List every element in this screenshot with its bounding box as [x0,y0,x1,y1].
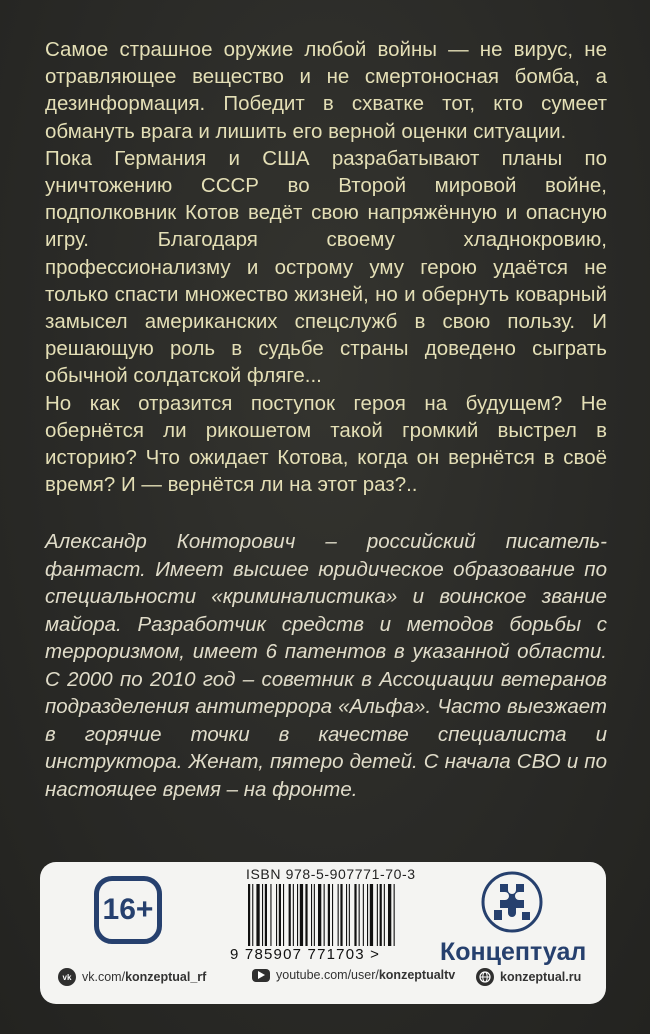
barcode-bar [305,884,307,946]
barcode-bar [363,884,364,946]
barcode-bar [354,884,356,946]
barcode-bar [311,884,312,946]
barcode-bar [384,884,385,946]
barcode-bar [328,884,330,946]
barcode-bar [394,884,395,946]
publisher-panel [40,862,606,1004]
barcode-bar [248,884,250,946]
barcode [248,884,434,946]
barcode-bar [367,884,368,946]
age-rating-badge: 16+ [94,876,162,944]
globe-icon [476,968,494,986]
publisher-brand-name: Концептуал [440,938,587,966]
blurb-paragraph-3: Но как отразится поступок героя на будущем? Не обернётся ли рикошетом такой громкий выстрел в историю? Что ожидает Котова, когда он вернётся в своё время? И — вернётся ли на этот раз?.. [45,391,607,497]
barcode-bar [338,884,339,946]
blurb-paragraph-1: Самое страшное оружие любой войны — не вирус, не отравляющее вещество и не смертоносная бомба, а дезинформация. Победит в схватке тот, кто сумеет обмануть врага и лишить его верной оценки ситуации. [45,38,607,143]
barcode-bar [380,884,382,946]
barcode-bar [300,884,303,946]
author-bio [45,528,607,803]
youtube-link-text: youtube.com/user/konzeptualtv [276,968,456,982]
youtube-icon [252,969,270,982]
vk-link-text: vk.com/konzeptual_rf [82,970,207,984]
barcode-bar [349,884,350,946]
barcode-bar [283,884,284,946]
barcode-bar [332,884,333,946]
barcode-bar [370,884,373,946]
barcode-bar [318,884,321,946]
barcode-bar [270,884,271,946]
barcode-bar [346,884,347,946]
barcode-bar [340,884,342,946]
author-bio-text: Александр Конторович – российский писатель-фантаст. Имеет высшее юридическое образование по специальности «криминалистика» и воинское звание майора. Разработчик средств и методов борьбы с терроризмом, имеет 6 патентов в указанной области. С 2000 по 2010 год – советник в Ассоциации ветеранов подразделения антитеррора «Альфа». Часто выезжает в горячие точки в качестве специалиста и инструктора. Женат, пятеро детей. С начала СВО и по настоящее время – на фронте. [45,530,607,801]
barcode-bar [279,884,281,946]
book-blurb [45,36,607,498]
barcode-bar [377,884,378,946]
puzzle-globe-logo-icon [480,870,544,934]
ean-digits: 9 785907 771703 > [230,946,381,963]
barcode-bar [265,884,267,946]
youtube-link[interactable] [252,968,455,982]
website-link-text: konzeptual.ru [500,970,582,984]
publisher-links [58,968,598,990]
isbn-label: ISBN 978-5-907771-70-3 [246,866,416,882]
website-link[interactable] [476,968,581,986]
vk-icon: vk [58,968,76,986]
barcode-bar [314,884,315,946]
vk-link[interactable] [58,968,206,986]
barcode-bar [252,884,253,946]
barcode-bar [388,884,391,946]
barcode-bar [324,884,325,946]
barcode-bar [256,884,259,946]
barcode-bar [262,884,263,946]
barcode-bar [359,884,360,946]
barcode-bar [293,884,294,946]
barcode-bar [289,884,291,946]
barcode-bar [276,884,277,946]
barcode-bar [297,884,298,946]
blurb-paragraph-2: Пока Германия и США разрабатывают планы по уничтожению СССР во Второй мировой войне, подполковник Котов ведёт свою напряжённую и опасную игру. Благодаря своему хладнокровию, профессионализму и острому уму герою удаётся не только спасти множество жизней, но и обернуть коварный замысел американских спецслужб в свою пользу. И решающую роль в судьбе страны доведено сыграть обычной солдатской фляге... [45,146,607,388]
